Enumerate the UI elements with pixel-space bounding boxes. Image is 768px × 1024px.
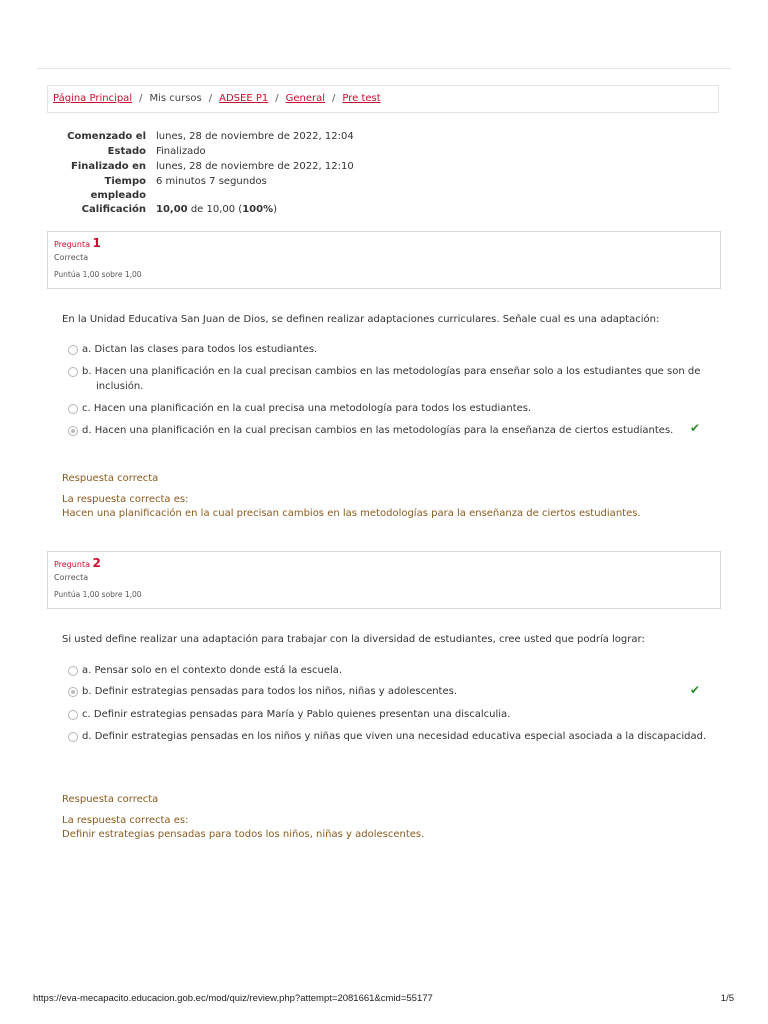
state-value: Finalizado: [156, 146, 206, 157]
right-answer-label: La respuesta correcta es:: [62, 815, 189, 826]
question-1-text: En la Unidad Educativa San Juan de Dios, se definen realizar adaptaciones curriculares. Señale cual es una adaptación:: [62, 314, 660, 325]
question-grade: Puntúa 1,00 sobre 1,00: [54, 270, 142, 279]
radio-button[interactable]: [68, 367, 78, 377]
radio-button[interactable]: [68, 666, 78, 676]
option-label: d. Definir estrategias pensadas en los niños y niñas que viven una necesidad educativa especial asociada a la discapacidad.: [82, 731, 707, 742]
breadcrumb-course-link[interactable]: ADSEE P1: [219, 93, 269, 104]
started-value: lunes, 28 de noviembre de 2022, 12:04: [156, 131, 354, 142]
footer-page-number: 1/5: [720, 993, 734, 1004]
time-value: 6 minutos 7 segundos: [156, 176, 267, 187]
option-label: c. Definir estrategias pensadas para María y Pablo quienes presentan una discalculia.: [82, 709, 511, 720]
breadcrumb: Página Principal / Mis cursos / ADSEE P1 / General / Pre test: [47, 85, 719, 113]
question-grade: Puntúa 1,00 sobre 1,00: [54, 590, 142, 599]
question-2-text: Si usted define realizar una adaptación para trabajar con la diversidad de estudiantes, cree usted que podría lograr:: [62, 634, 645, 645]
radio-button[interactable]: [68, 404, 78, 414]
grade-label: Calificación: [81, 204, 146, 215]
option-label: b. Hacen una planificación en la cual precisan cambios en las metodologías para enseñar solo a los estudiantes que son de inclusión.: [82, 366, 701, 392]
question-1-feedback: [62, 472, 641, 521]
question-number: Pregunta 2: [54, 556, 101, 570]
grade-value: 10,00 de 10,00 (100%): [156, 204, 278, 215]
question-1-info: [47, 231, 721, 289]
checkmark-icon: ✔: [690, 683, 701, 697]
breadcrumb-home-link[interactable]: Página Principal: [53, 93, 133, 104]
breadcrumb-quiz-link[interactable]: Pre test: [342, 93, 381, 104]
finished-value: lunes, 28 de noviembre de 2022, 12:10: [156, 161, 354, 172]
right-answer-text: Definir estrategias pensadas para todos los niños, niñas y adolescentes.: [62, 829, 425, 840]
option-label: c. Hacen una planificación en la cual precisa una metodología para todos los estudiantes.: [82, 403, 532, 414]
top-divider: [37, 68, 731, 69]
right-answer-label: La respuesta correcta es:: [62, 494, 189, 505]
question-state: Correcta: [54, 253, 89, 262]
option-label: a. Dictan las clases para todos los estudiantes.: [82, 344, 318, 355]
question-number: Pregunta 1: [54, 236, 101, 250]
right-answer-text: Hacen una planificación en la cual precisan cambios en las metodologías para la enseñanza de ciertos estudiantes.: [62, 508, 641, 519]
radio-button[interactable]: [68, 345, 78, 355]
option-label: a. Pensar solo en el contexto donde está la escuela.: [82, 665, 343, 676]
radio-button[interactable]: [68, 710, 78, 720]
breadcrumb-section-link[interactable]: General: [285, 93, 326, 104]
option-label: d. Hacen una planificación en la cual precisan cambios en las metodologías para la enseñanza de ciertos estudiantes.: [82, 425, 674, 436]
question-2-info: [47, 551, 721, 609]
footer-url: https://eva-mecapacito.educacion.gob.ec/mod/quiz/review.php?attempt=2081661&cmid=55177: [33, 993, 433, 1004]
breadcrumb-my-courses: Mis cursos: [149, 93, 202, 104]
question-state: Correcta: [54, 573, 89, 582]
radio-button[interactable]: [68, 732, 78, 742]
state-label: Estado: [107, 146, 146, 157]
feedback-title: Respuesta correcta: [62, 794, 159, 805]
time-label: Tiempo empleado: [90, 176, 146, 201]
question-2-feedback: [62, 793, 424, 842]
started-label: Comenzado el: [67, 131, 146, 142]
radio-button-selected[interactable]: [68, 426, 78, 436]
feedback-title: Respuesta correcta: [62, 473, 159, 484]
option-label: b. Definir estrategias pensadas para todos los niños, niñas y adolescentes.: [82, 686, 458, 697]
finished-label: Finalizado en: [71, 161, 146, 172]
radio-button-selected[interactable]: [68, 687, 78, 697]
checkmark-icon: ✔: [690, 421, 701, 435]
